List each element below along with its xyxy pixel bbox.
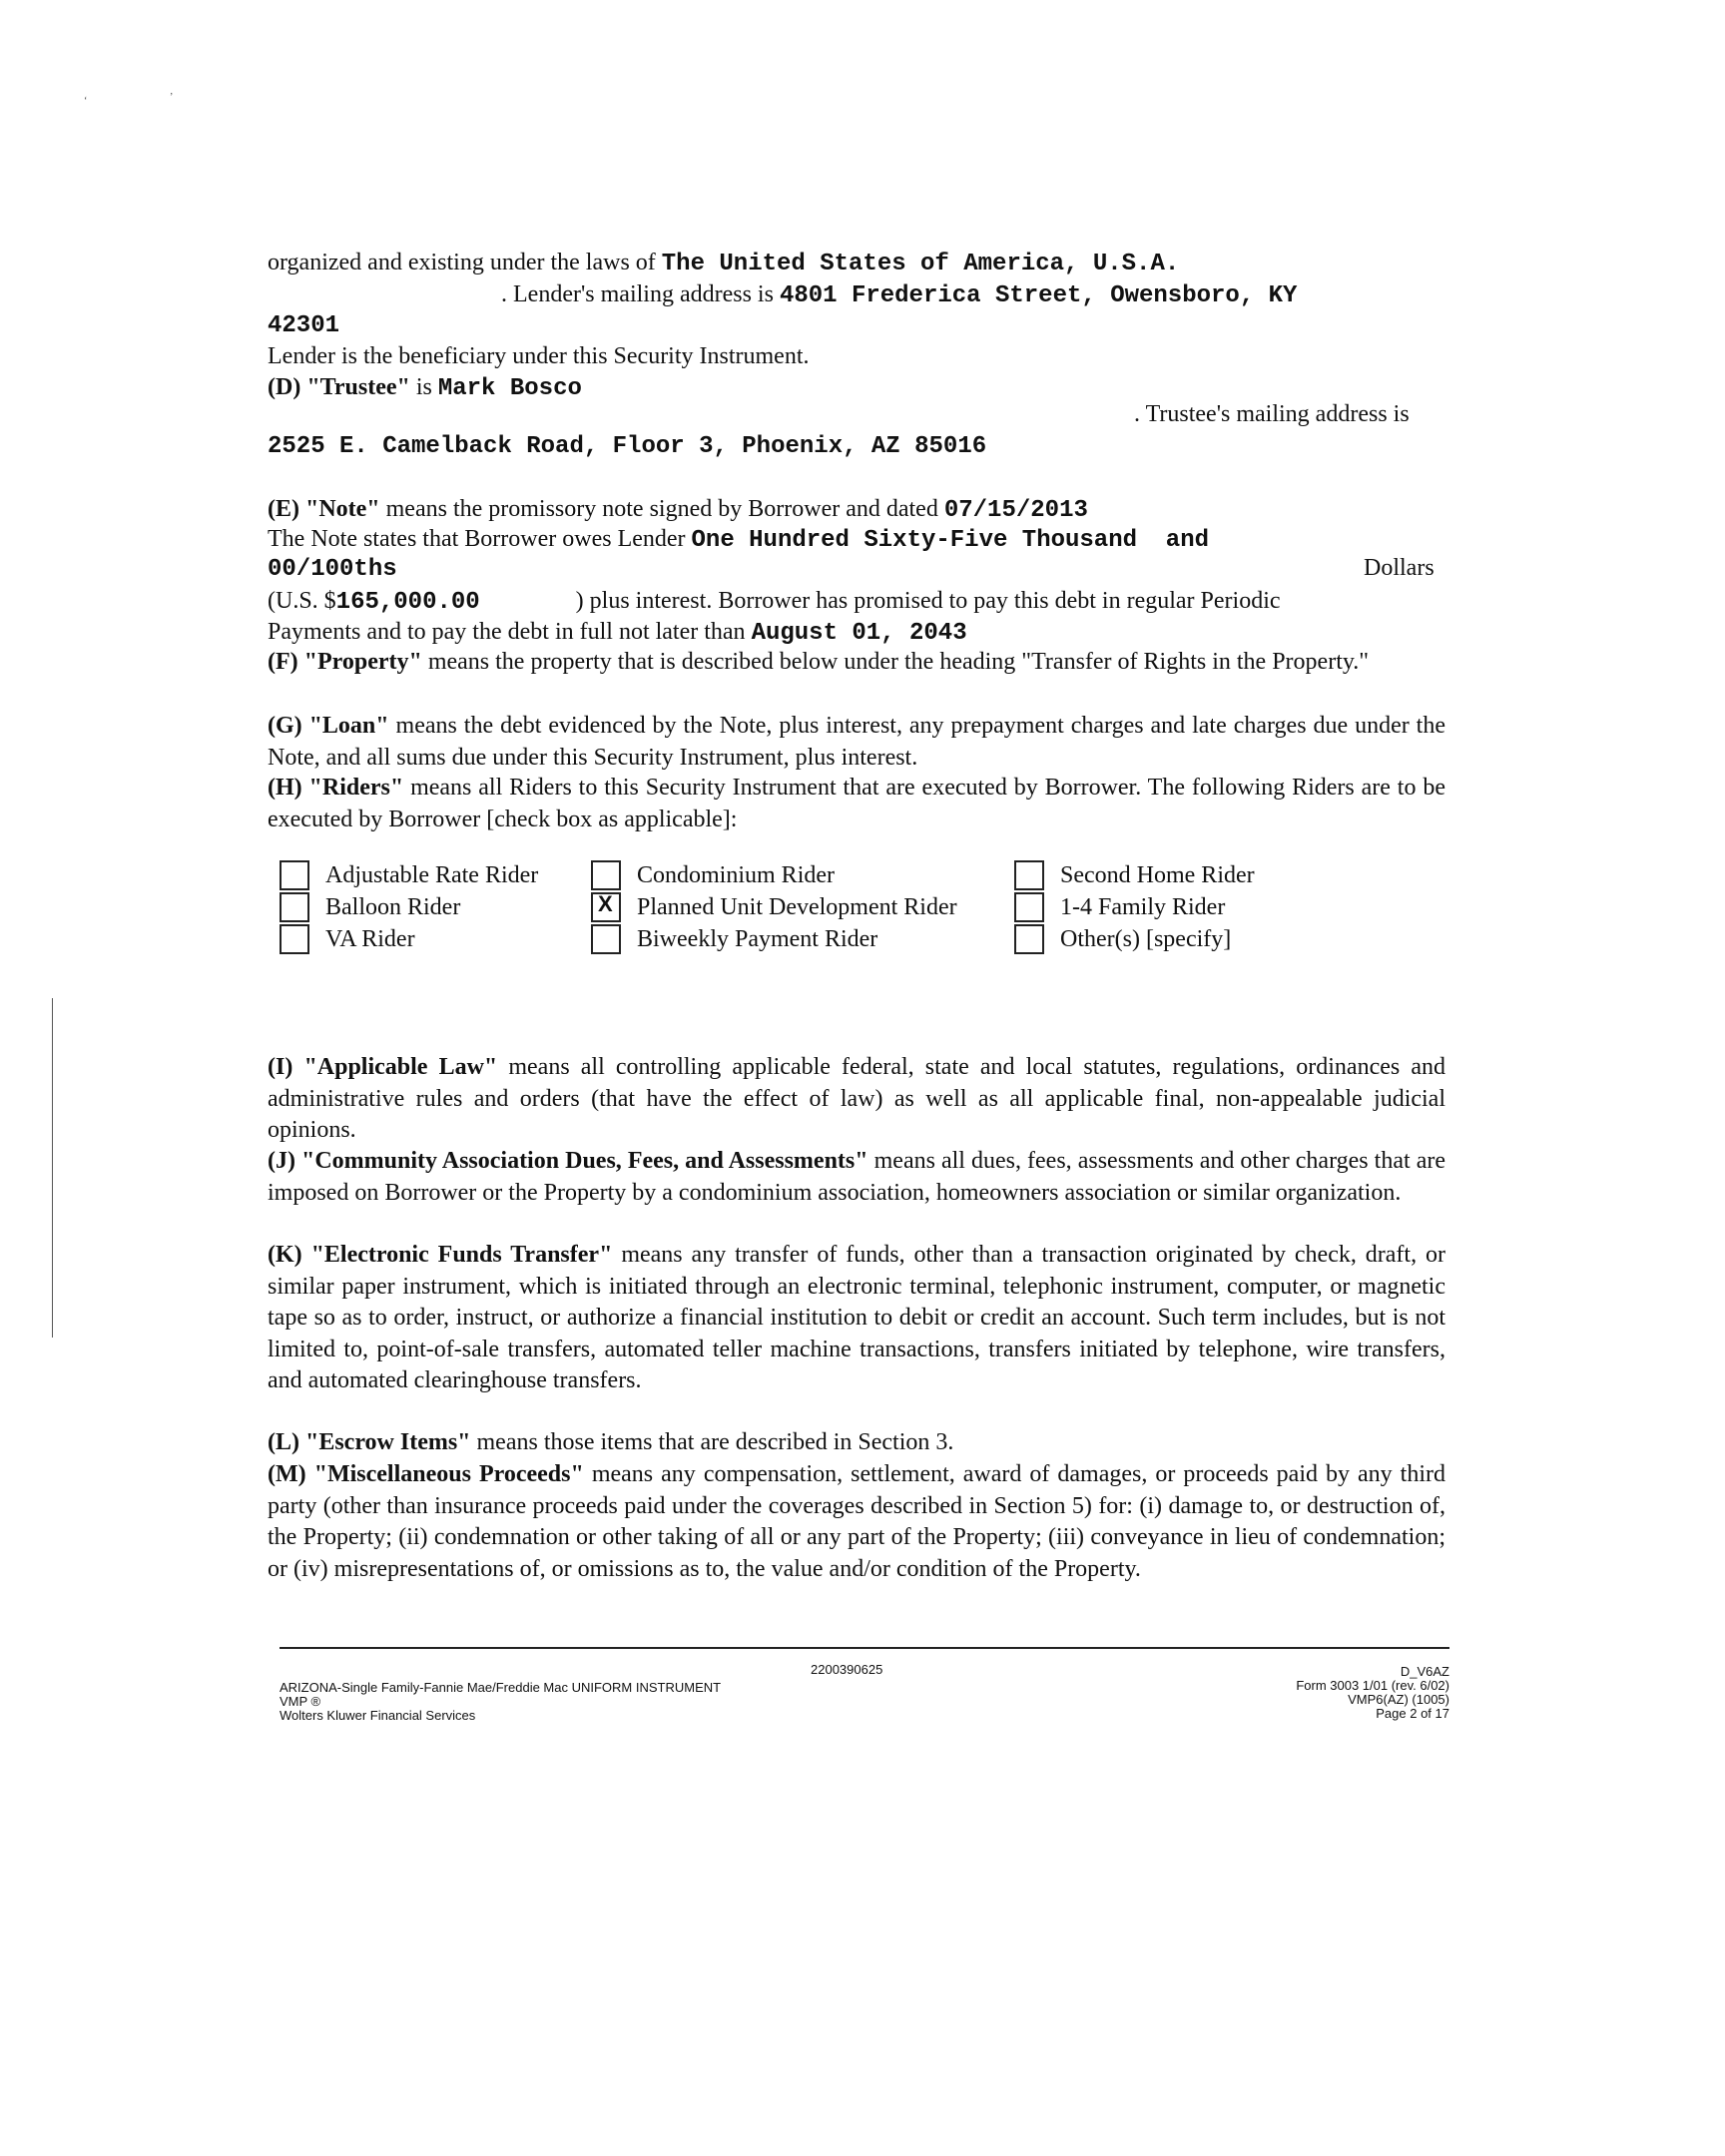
trustee-address: 2525 E. Camelback Road, Floor 3, Phoenix, AZ 85016 xyxy=(268,433,987,460)
footer-vmp: VMP ® xyxy=(280,1694,321,1709)
checkbox[interactable] xyxy=(280,892,309,922)
checkbox[interactable] xyxy=(591,924,621,954)
organized-text: organized and existing under the laws of xyxy=(268,250,662,275)
definition-community-association xyxy=(268,1146,1445,1209)
footer-form-number: Form 3003 1/01 (rev. 6/02) xyxy=(1296,1678,1449,1693)
definition-riders xyxy=(268,773,1445,835)
note-maturity-date: August 01, 2043 xyxy=(751,620,967,647)
miscellaneous-proceeds-label: (M) "Miscellaneous Proceeds" xyxy=(268,1461,584,1487)
note-amount-line xyxy=(268,524,1209,556)
definition-loan xyxy=(268,711,1445,774)
rider-label: Second Home Rider xyxy=(1060,862,1255,888)
footer-publisher: Wolters Kluwer Financial Services xyxy=(280,1708,476,1723)
rider-label: Condominium Rider xyxy=(637,862,835,888)
rider-label: Biweekly Payment Rider xyxy=(637,926,878,952)
trustee-name: Mark Bosco xyxy=(437,375,582,402)
checkbox[interactable] xyxy=(1014,860,1044,890)
checkbox[interactable] xyxy=(591,892,621,922)
trustee-label: (D) "Trustee" xyxy=(268,374,410,400)
trustee-is-text: is xyxy=(409,374,438,400)
lender-beneficiary-line: Lender is the beneficiary under this Security Instrument. xyxy=(268,343,810,369)
note-owes-text: The Note states that Borrower owes Lender xyxy=(268,526,692,552)
lender-address-line xyxy=(501,279,1297,311)
loan-label: (G) "Loan" xyxy=(268,713,389,739)
definition-escrow-items xyxy=(268,1427,1445,1459)
footer-rule xyxy=(280,1647,1449,1649)
checkbox[interactable] xyxy=(280,860,309,890)
escrow-items-text: means those items that are described in Section 3. xyxy=(470,1429,954,1455)
scan-speck: ’ xyxy=(170,92,174,103)
footer-vmp-code: VMP6(AZ) (1005) xyxy=(1348,1692,1449,1707)
footer-code: D_V6AZ xyxy=(1400,1664,1449,1679)
note-text: means the promissory note signed by Borrower and dated xyxy=(379,496,944,522)
checkbox-mark: X xyxy=(598,891,613,916)
organized-line xyxy=(268,248,1179,279)
rider-label: VA Rider xyxy=(325,926,415,952)
definition-property xyxy=(268,647,1445,679)
loan-text: means the debt evidenced by the Note, plus interest, any prepayment charges and late charges due under the Note, and all sums due under this Security Instrument, plus interest. xyxy=(268,713,1445,771)
rider-label: Planned Unit Development Rider xyxy=(637,894,957,920)
note-amount-cents: 00/100ths xyxy=(268,556,397,583)
lender-zip: 42301 xyxy=(268,312,340,339)
rider-label: Other(s) [specify] xyxy=(1060,926,1232,952)
rider-label: Adjustable Rate Rider xyxy=(325,862,539,888)
scan-speck: ‘ xyxy=(84,96,88,107)
community-association-text: means all dues, fees, assessments and other charges that are imposed on Borrower or the Property by a condominium association, homeowners association or similar organization. xyxy=(268,1148,1445,1206)
applicable-law-text: means all controlling applicable federal, state and local statutes, regulations, ordinances and administrative rules and orders (that have the effect of law) as well as all applicable final, non-appealable judicial opinions. xyxy=(268,1054,1445,1143)
scan-margin-line xyxy=(52,998,53,1338)
note-maturity-line xyxy=(268,617,967,649)
definition-miscellaneous-proceeds xyxy=(268,1459,1445,1585)
riders-label: (H) "Riders" xyxy=(268,775,404,801)
note-label: (E) "Note" xyxy=(268,496,380,522)
property-text: means the property that is described below under the heading "Transfer of Rights in the Property." xyxy=(421,649,1370,675)
riders-text: means all Riders to this Security Instrument that are executed by Borrower. The following Riders are to be executed by Borrower [check box as applicable]: xyxy=(268,775,1445,832)
escrow-items-label: (L) "Escrow Items" xyxy=(268,1429,471,1455)
community-association-label: (J) "Community Association Dues, Fees, and Assessments" xyxy=(268,1148,868,1174)
note-us-prefix: (U.S. $ xyxy=(268,588,336,614)
note-maturity-text: Payments and to pay the debt in full not later than xyxy=(268,619,752,645)
note-amount: 165,000.00 xyxy=(335,589,480,616)
checkbox[interactable] xyxy=(1014,892,1044,922)
checkbox[interactable] xyxy=(1014,924,1044,954)
lender-jurisdiction: The United States of America, U.S.A. xyxy=(661,251,1180,277)
lender-address: 4801 Frederica Street, Owensboro, KY xyxy=(779,282,1298,309)
electronic-funds-transfer-text: means any transfer of funds, other than a transaction originated by check, draft, or similar paper instrument, which is initiated through an electronic terminal, telephonic instrument, computer, or magnetic tape so as to order, instruct, or authorize a financial institution to debit or credit an account. Such term includes, but is not limited to, point-of-sale transfers, automated teller machine transactions, transfers initiated by telephone, wire transfers, and automated clearinghouse transfers. xyxy=(268,1242,1445,1393)
footer-page-number: Page 2 of 17 xyxy=(1376,1706,1449,1721)
note-interest-text: ) plus interest. Borrower has promised to pay this debt in regular Periodic xyxy=(575,588,1281,614)
rider-label: 1-4 Family Rider xyxy=(1060,894,1226,920)
electronic-funds-transfer-label: (K) "Electronic Funds Transfer" xyxy=(268,1242,613,1268)
note-dollars-label: Dollars xyxy=(1364,555,1435,581)
miscellaneous-proceeds-text: means any compensation, settlement, award of damages, or proceeds paid by any third party (other than insurance proceeds paid under the coverages described in Section 5) for: (i) damage to, or destruction of, the Property; (ii) condemnation or other taking of all or any part of the Property; (iii) conveyance in lieu of condemnation; or (iv) misrepresentations of, or omissions as to, the value and/or condition of the Property. xyxy=(268,1461,1446,1582)
applicable-law-label: (I) "Applicable Law" xyxy=(268,1054,498,1080)
note-line xyxy=(268,494,1088,526)
property-label: (F) "Property" xyxy=(268,649,422,675)
note-date: 07/15/2013 xyxy=(943,497,1088,524)
trustee-line xyxy=(268,372,582,404)
definition-electronic-funds-transfer xyxy=(268,1240,1445,1397)
footer-form-title: ARIZONA-Single Family-Fannie Mae/Freddie Mac UNIFORM INSTRUMENT xyxy=(280,1680,722,1695)
rider-label: Balloon Rider xyxy=(325,894,461,920)
definition-applicable-law xyxy=(268,1052,1445,1147)
checkbox[interactable] xyxy=(591,860,621,890)
checkbox[interactable] xyxy=(280,924,309,954)
lender-address-text: . Lender's mailing address is xyxy=(501,281,780,307)
note-amount-words: One Hundred Sixty-Five Thousand and xyxy=(691,527,1210,554)
footer-loan-number: 2200390625 xyxy=(811,1662,883,1677)
trustee-mailing-text: . Trustee's mailing address is xyxy=(1134,401,1410,427)
note-us-amount-line xyxy=(268,586,1281,618)
